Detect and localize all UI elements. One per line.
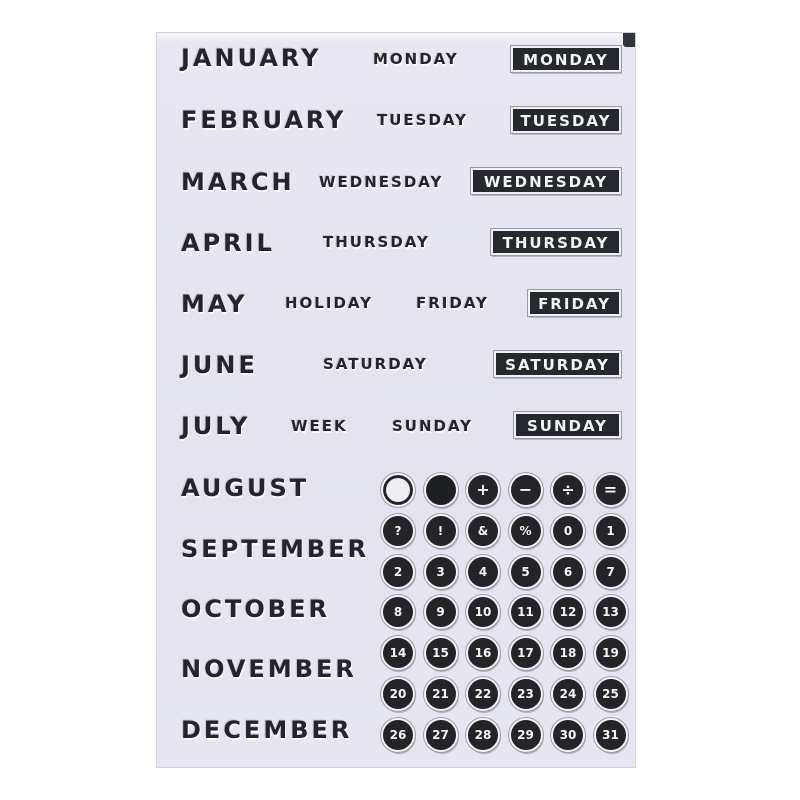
- round-stamp: 12: [551, 595, 585, 629]
- round-stamp: 11: [509, 595, 543, 629]
- round-stamp: 27: [424, 718, 458, 752]
- round-stamp: 24: [551, 677, 585, 711]
- month-stamp-december: DECEMBER: [181, 716, 353, 744]
- pill-stamp-saturday: SATURDAY: [494, 351, 621, 377]
- pill-stamp-friday: FRIDAY: [528, 290, 621, 316]
- pill-stamp-thursday: THURSDAY: [491, 229, 621, 255]
- round-stamp: 15: [424, 636, 458, 670]
- round-stamp: !: [424, 514, 458, 548]
- round-stamp: 10: [466, 595, 500, 629]
- month-stamp-june: JUNE: [181, 351, 258, 379]
- round-stamp: −: [509, 473, 543, 507]
- round-stamp: ?: [381, 514, 415, 548]
- round-stamp: 31: [594, 718, 628, 752]
- round-stamp: 29: [509, 718, 543, 752]
- month-stamp-september: SEPTEMBER: [181, 535, 370, 563]
- word-stamp-friday: FRIDAY: [416, 294, 489, 312]
- month-stamp-october: OCTOBER: [181, 595, 330, 623]
- word-stamp-monday: MONDAY: [373, 50, 459, 68]
- word-stamp-sunday: SUNDAY: [392, 417, 474, 435]
- stamp-sheet: [156, 32, 636, 768]
- round-stamp: %: [509, 514, 543, 548]
- month-stamp-may: MAY: [181, 290, 248, 318]
- round-stamp: 4: [466, 555, 500, 589]
- word-stamp-holiday: HOLIDAY: [285, 294, 373, 312]
- word-stamp-week: WEEK: [291, 417, 348, 435]
- round-stamp: 14: [381, 636, 415, 670]
- round-stamp: &: [466, 514, 500, 548]
- round-stamp: 23: [509, 677, 543, 711]
- round-stamp: 16: [466, 636, 500, 670]
- word-stamp-saturday: SATURDAY: [323, 355, 428, 373]
- month-stamp-november: NOVEMBER: [181, 655, 357, 683]
- month-stamp-january: JANUARY: [181, 44, 322, 72]
- round-stamp: 2: [381, 555, 415, 589]
- round-stamp: 9: [424, 595, 458, 629]
- word-stamp-thursday: THURSDAY: [323, 233, 430, 251]
- month-stamp-april: APRIL: [181, 229, 275, 257]
- round-stamp: 8: [381, 595, 415, 629]
- round-stamp: 17: [509, 636, 543, 670]
- round-stamp: =: [594, 473, 628, 507]
- round-stamp: 1: [594, 514, 628, 548]
- pill-stamp-monday: MONDAY: [511, 46, 621, 72]
- pill-stamp-sunday: SUNDAY: [514, 412, 621, 438]
- month-stamp-july: JULY: [181, 412, 251, 440]
- round-stamp: +: [466, 473, 500, 507]
- round-stamp: 13: [594, 595, 628, 629]
- pill-stamp-tuesday: TUESDAY: [511, 107, 621, 133]
- round-stamp: [381, 473, 415, 507]
- month-stamp-march: MARCH: [181, 168, 295, 196]
- round-stamp: 3: [424, 555, 458, 589]
- month-stamp-february: FEBRUARY: [181, 106, 347, 134]
- round-stamp: 5: [509, 555, 543, 589]
- round-stamp: 19: [594, 636, 628, 670]
- round-stamp: 22: [466, 677, 500, 711]
- round-stamp: 6: [551, 555, 585, 589]
- round-stamp: 0: [551, 514, 585, 548]
- round-stamp: 20: [381, 677, 415, 711]
- round-stamp: 28: [466, 718, 500, 752]
- round-stamp: 18: [551, 636, 585, 670]
- round-stamp: 7: [594, 555, 628, 589]
- month-stamp-august: AUGUST: [181, 474, 310, 502]
- round-stamp: 26: [381, 718, 415, 752]
- round-stamp: 30: [551, 718, 585, 752]
- round-stamp: ÷: [551, 473, 585, 507]
- word-stamp-tuesday: TUESDAY: [377, 111, 468, 129]
- pill-stamp-wednesday: WEDNESDAY: [471, 168, 621, 194]
- word-stamp-wednesday: WEDNESDAY: [319, 173, 444, 191]
- round-stamp: [424, 473, 458, 507]
- round-stamp: 25: [594, 677, 628, 711]
- round-stamp: 21: [424, 677, 458, 711]
